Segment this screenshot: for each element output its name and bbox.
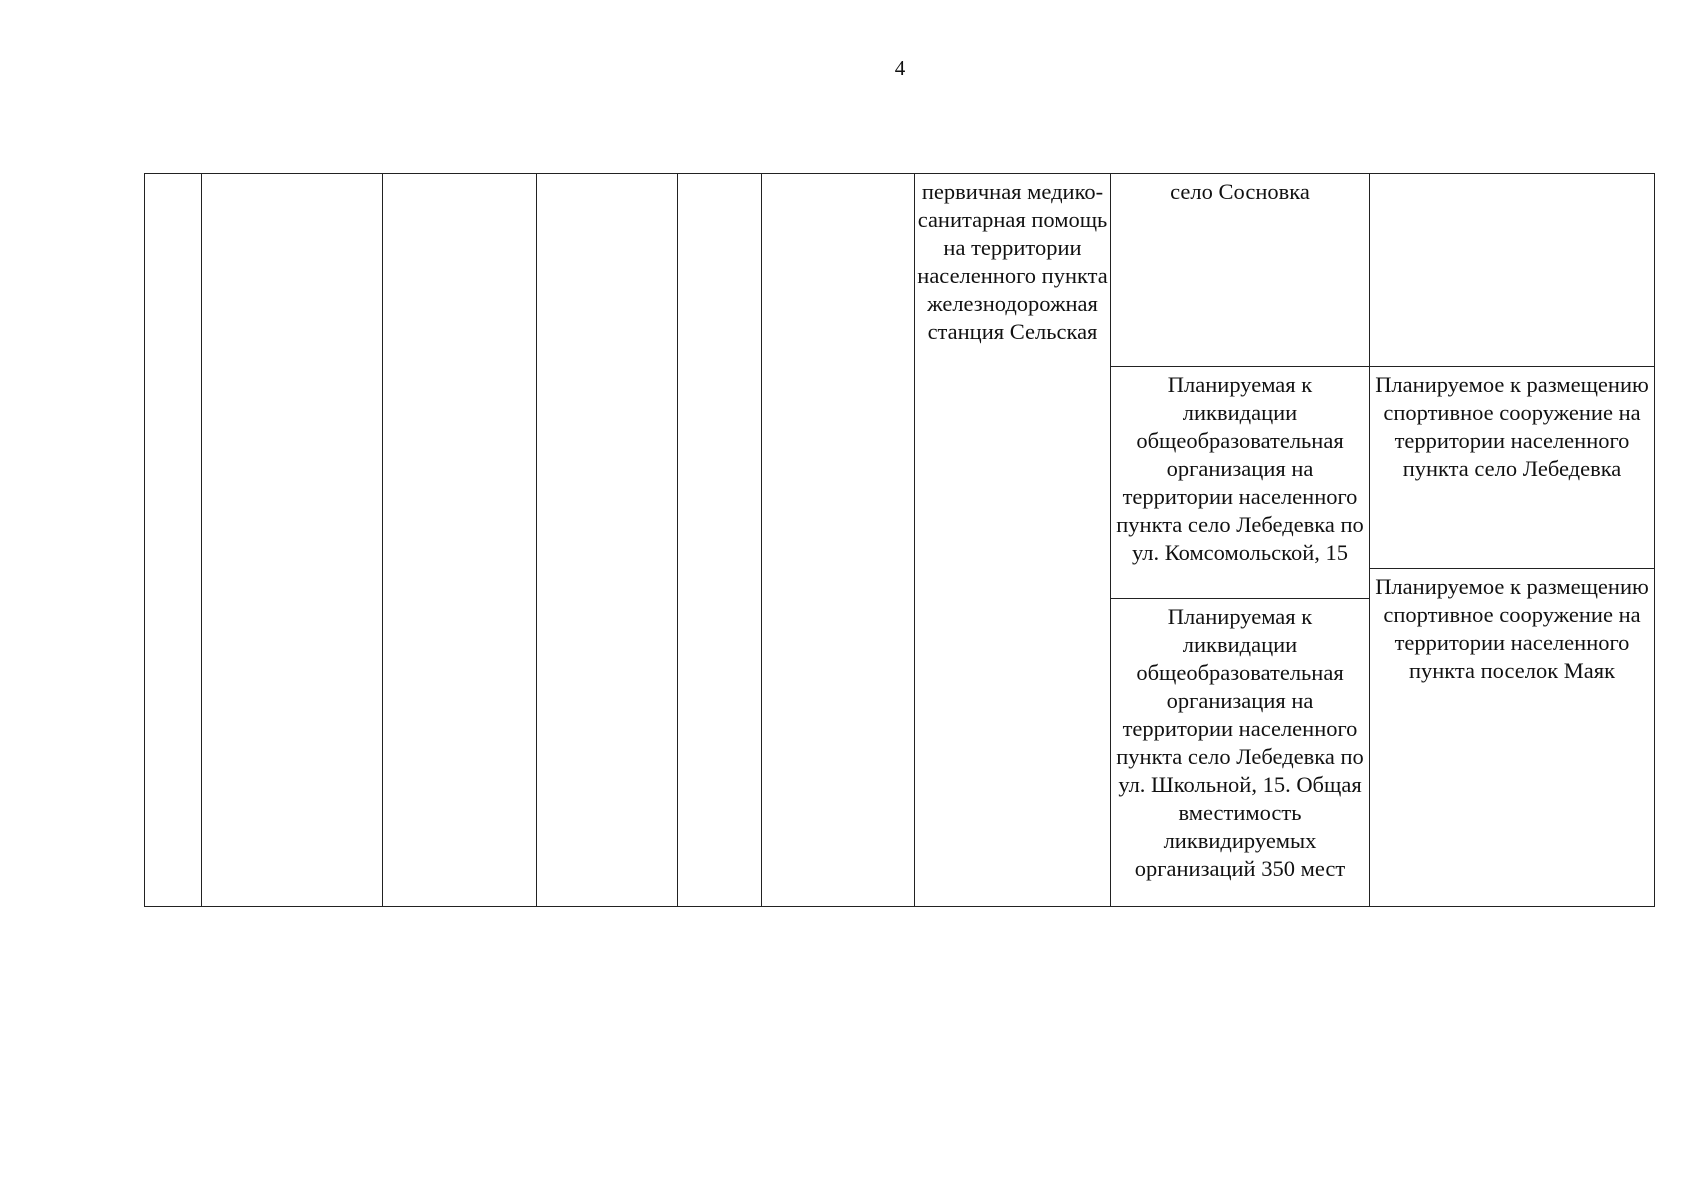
- page-number: 4: [894, 56, 906, 80]
- medical-care-cell: [915, 174, 1111, 907]
- table-cell-empty: [678, 174, 762, 907]
- planned-object-cell: [1370, 174, 1655, 367]
- planned-object-cell: [1370, 367, 1655, 569]
- location-cell: [1111, 599, 1370, 907]
- document-table: [144, 173, 1655, 907]
- table-cell-empty: [145, 174, 202, 907]
- planned-object-cell: [1370, 569, 1655, 907]
- location-text: село Сосновка: [1170, 179, 1310, 204]
- table-cell-empty: [537, 174, 678, 907]
- location-cell: [1111, 174, 1370, 367]
- location-cell: [1111, 367, 1370, 599]
- location-text: Планируемая к ликвидации общеобразовательная организация на территории населенного пункта село Лебедевка по ул. Комсомольской, 15: [1116, 372, 1364, 565]
- planned-object-text: Планируемое к размещению спортивное сооружение на территории населенного пункта поселок Маяк: [1375, 574, 1649, 683]
- table-cell-empty: [202, 174, 383, 907]
- table-row: [145, 174, 1655, 367]
- medical-care-text: первичная медико-санитарная помощь на территории населенного пункта железнодорожная станция Сельская: [917, 179, 1108, 344]
- planned-object-text: Планируемое к размещению спортивное сооружение на территории населенного пункта село Лебедевка: [1375, 372, 1649, 481]
- table-cell-empty: [762, 174, 915, 907]
- location-text: Планируемая к ликвидации общеобразовательная организация на территории населенного пункта село Лебедевка по ул. Школьной, 15. Общая вместимость ликвидируемых организаций 350 мест: [1116, 604, 1364, 881]
- table-cell-empty: [383, 174, 537, 907]
